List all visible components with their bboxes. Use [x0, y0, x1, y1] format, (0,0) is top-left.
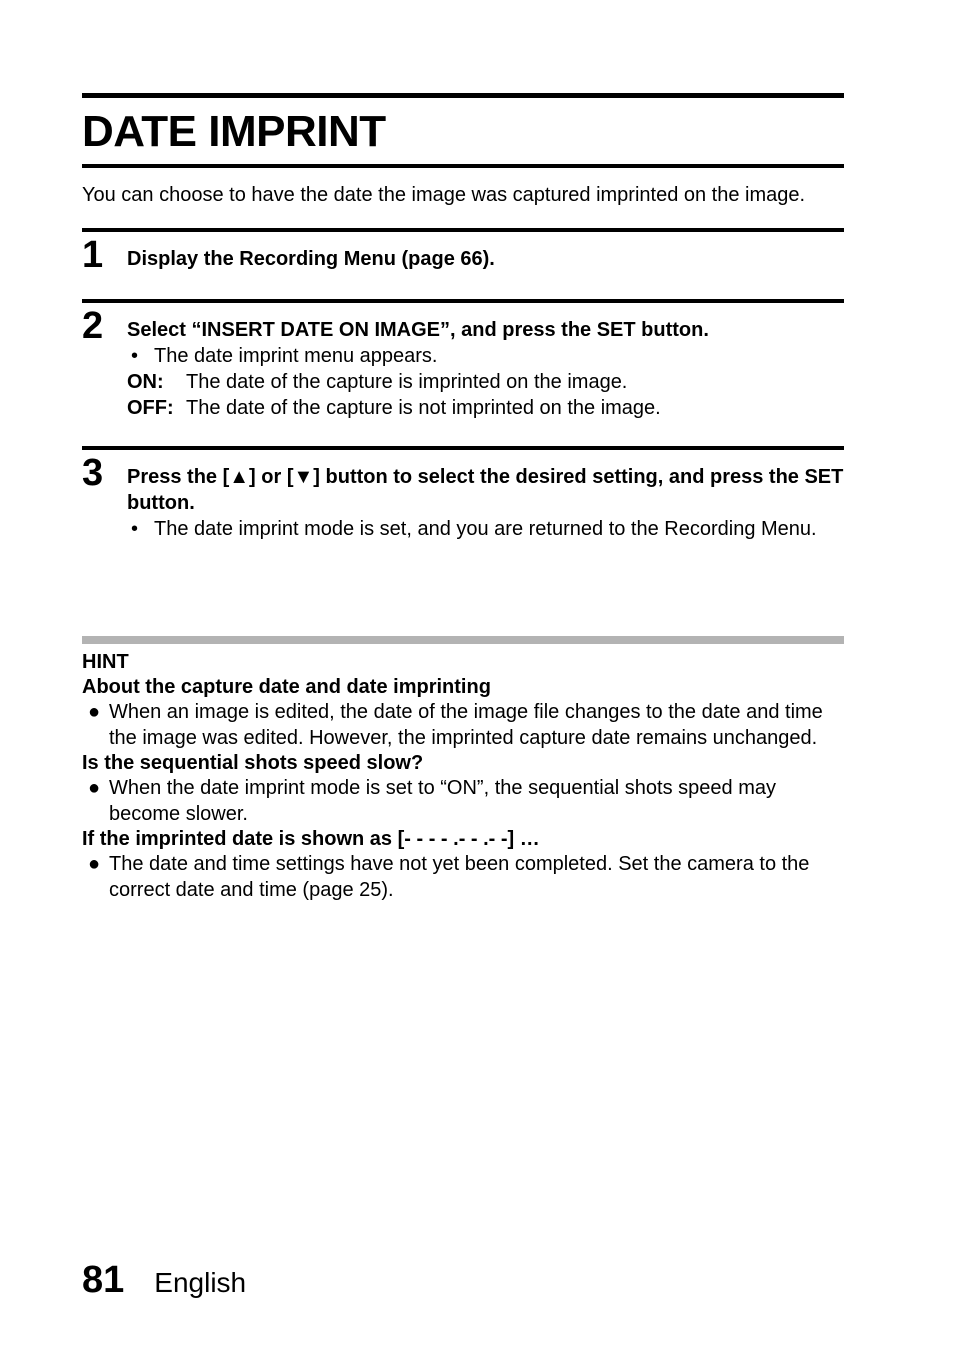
hint-bullet-dot: ● — [88, 701, 101, 723]
step-1 — [82, 232, 844, 299]
step-2-heading: Select “INSERT DATE ON IMAGE”, and press the SET button. — [127, 319, 709, 341]
step-2-bullet-text: The date imprint menu appears. — [154, 345, 438, 367]
option-off-key: OFF: — [127, 397, 174, 419]
manual-page — [82, 93, 844, 903]
hint-heading-1: About the capture date and date imprinting — [82, 676, 491, 698]
hint-item-3 — [82, 852, 844, 903]
page-number: 81 — [82, 1259, 125, 1301]
step-2 — [82, 303, 844, 446]
option-off — [127, 395, 844, 421]
step-3-number: 3 — [82, 452, 104, 494]
step-3-bullet-text: The date imprint mode is set, and you are returned to the Recording Menu. — [154, 518, 817, 540]
hint-item-2 — [82, 776, 844, 827]
option-on-key: ON: — [127, 371, 164, 393]
page-footer — [82, 1258, 246, 1305]
title-top-rule — [82, 93, 844, 98]
hint-item-1-text: When an image is edited, the date of the image file changes to the date and time the image was edited. However, the imprinted capture date remains unchanged. — [109, 701, 823, 749]
hint-item-1 — [82, 700, 844, 751]
option-off-text: The date of the capture is not imprinted on the image. — [186, 397, 661, 419]
hint-title: HINT — [82, 651, 129, 673]
bullet-dot: • — [131, 345, 139, 367]
title-bottom-rule — [82, 164, 844, 168]
hint-heading-3: If the imprinted date is shown as [- - - - .- - .- -] … — [82, 828, 540, 850]
hint-heading-2: Is the sequential shots speed slow? — [82, 752, 424, 774]
option-on-text: The date of the capture is imprinted on the image. — [186, 371, 628, 393]
step-1-heading: Display the Recording Menu (page 66). — [127, 248, 495, 270]
hint-rule — [82, 636, 844, 644]
hint-section — [82, 644, 844, 903]
hint-bullet-dot: ● — [88, 777, 101, 799]
hint-item-3-text: The date and time settings have not yet been completed. Set the camera to the correct date and time (page 25). — [109, 853, 810, 901]
step-3 — [82, 450, 844, 636]
page-title: DATE IMPRINT — [82, 107, 386, 156]
intro-text: You can choose to have the date the image was captured imprinted on the image. — [82, 184, 806, 206]
step-1-number: 1 — [82, 234, 104, 276]
step-2-bullet — [127, 343, 844, 369]
step-3-heading: Press the [▲] or [▼] button to select the desired setting, and press the SET button. — [127, 466, 844, 514]
option-on — [127, 369, 844, 395]
step-2-number: 2 — [82, 305, 104, 347]
hint-bullet-dot: ● — [88, 853, 101, 875]
bullet-dot: • — [131, 518, 139, 540]
language-label: English — [154, 1267, 247, 1298]
step-3-bullet — [127, 516, 844, 542]
hint-item-2-text: When the date imprint mode is set to “ON”, the sequential shots speed may become slower. — [109, 777, 776, 825]
